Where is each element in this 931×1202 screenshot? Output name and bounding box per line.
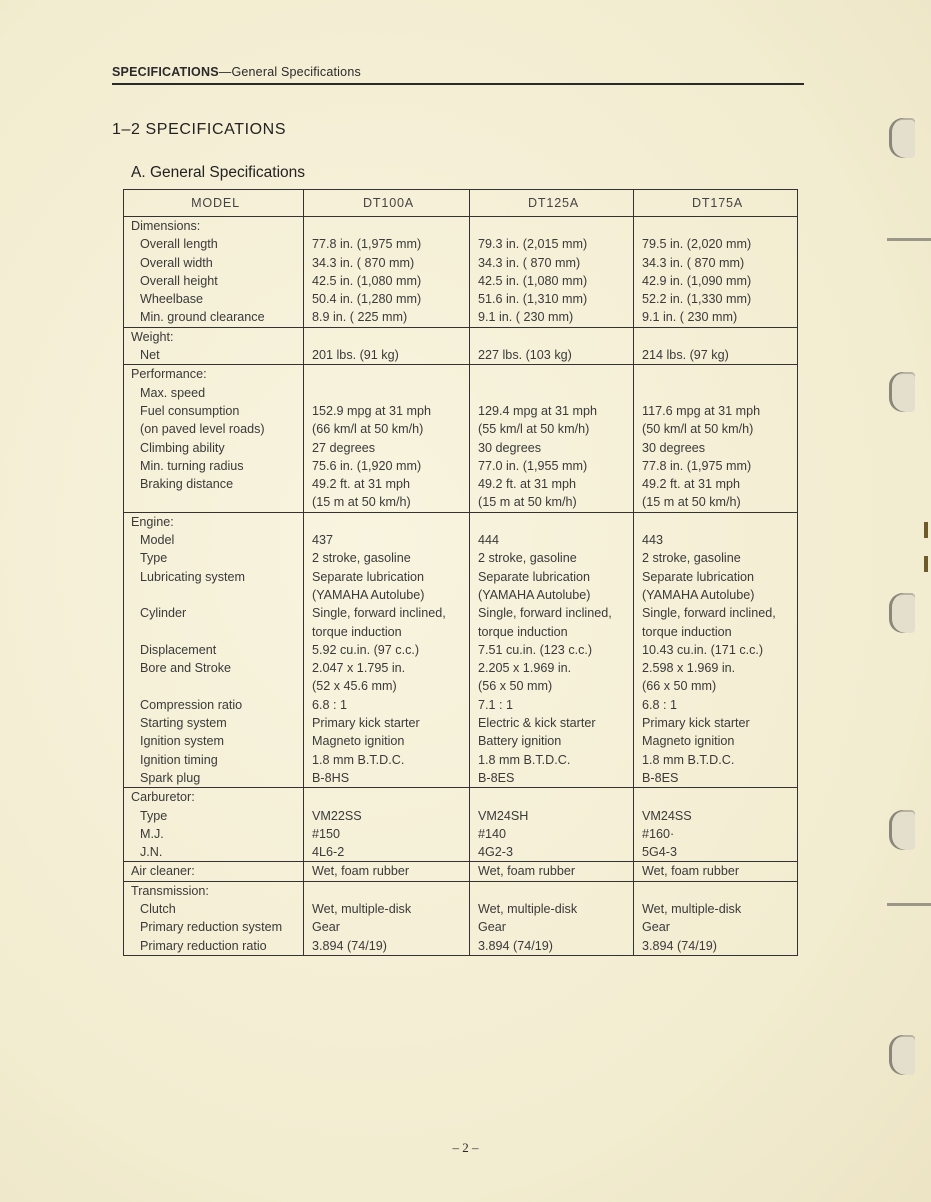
spec-value: 444 — [478, 533, 500, 548]
spec-value: 49.2 ft. at 31 mph — [478, 477, 577, 492]
running-header-bold: SPECIFICATIONS — [112, 65, 219, 79]
spec-value: 117.6 mpg at 31 mph — [642, 403, 761, 418]
spec-value: Gear — [478, 920, 506, 935]
spec-item-label: Bore and Stroke — [140, 661, 232, 676]
spec-item-label: J.N. — [140, 845, 163, 860]
binder-hole-2 — [889, 372, 915, 412]
spec-value: 3.894 (74/19) — [478, 938, 553, 953]
spec-value: 50.4 in. (1,280 mm) — [312, 292, 422, 307]
spec-value: VM24SS — [642, 808, 692, 823]
spec-value-cell — [470, 217, 634, 328]
spec-value-cell — [470, 788, 634, 862]
spec-item-label: Overall length — [140, 237, 218, 252]
running-header — [112, 65, 804, 85]
spec-value-cell — [470, 327, 634, 365]
spec-value: 42.5 in. (1,080 mm) — [478, 273, 588, 288]
spec-value: 2 stroke, gasoline — [478, 551, 577, 566]
spec-value: 2 stroke, gasoline — [312, 551, 411, 566]
spec-item-label: Lubricating system — [140, 569, 245, 584]
spec-value: Magneto ignition — [312, 734, 405, 749]
spec-value: Gear — [312, 920, 340, 935]
spec-value: 51.6 in. (1,310 mm) — [478, 292, 588, 307]
spec-value: (YAMAHA Autolube) — [642, 587, 755, 602]
spec-value: 34.3 in. ( 870 mm) — [642, 255, 745, 270]
spec-item-label — [131, 623, 299, 641]
spec-item-label: Overall width — [140, 255, 213, 270]
spec-value: 6.8 : 1 — [312, 697, 348, 712]
spec-item-label — [131, 586, 299, 604]
column-header-dt125a: DT125A — [470, 190, 634, 217]
spec-label-cell — [124, 862, 304, 881]
spec-value: 1.8 mm B.T.D.C. — [478, 752, 571, 767]
spec-value-cell — [304, 217, 470, 328]
spec-item-label: Model — [140, 533, 175, 548]
spec-value: 52.2 in. (1,330 mm) — [642, 292, 752, 307]
spec-value: (55 km/l at 50 km/h) — [478, 422, 590, 437]
spec-value: #150 — [312, 826, 341, 841]
sub-title: A. General Specifications — [131, 164, 306, 181]
spec-value: 227 lbs. (103 kg) — [478, 348, 572, 363]
spec-value — [312, 384, 465, 402]
spec-value: Single, forward inclined, — [312, 606, 446, 621]
spec-value: 2.205 x 1.969 in. — [478, 661, 572, 676]
spec-value: Wet, foam rubber — [642, 864, 740, 879]
spec-value: 7.51 cu.in. (123 c.c.) — [478, 642, 593, 657]
spec-item-label: Overall height — [140, 273, 218, 288]
spec-value: 6.8 : 1 — [642, 697, 678, 712]
table-body — [124, 217, 798, 956]
spacer-line — [312, 365, 465, 383]
spec-item-label — [131, 493, 299, 511]
spec-value-cell — [634, 327, 798, 365]
spec-value: Wet, foam rubber — [312, 864, 410, 879]
spacer-line — [478, 513, 629, 531]
specifications-table — [123, 189, 798, 956]
spec-value: B-8HS — [312, 770, 350, 785]
spec-value: Gear — [642, 920, 670, 935]
spec-value: (66 x 50 mm) — [642, 679, 717, 694]
spec-item-label: Type — [140, 808, 168, 823]
spec-value: (66 km/l at 50 km/h) — [312, 422, 424, 437]
section-title: 1–2 SPECIFICATIONS — [112, 121, 287, 138]
spec-value-cell — [634, 862, 798, 881]
spec-group-title: Performance: — [131, 367, 207, 382]
spacer-line — [642, 328, 793, 346]
spec-value: (15 m at 50 km/h) — [312, 495, 411, 510]
column-header-model: MODEL — [124, 190, 304, 217]
spec-item-label: Displacement — [140, 642, 217, 657]
spec-group-title: Engine: — [131, 514, 174, 529]
spec-value: 4G2-3 — [478, 845, 514, 860]
spec-value: B-8ES — [478, 770, 515, 785]
spec-value: 79.3 in. (2,015 mm) — [478, 237, 588, 252]
spec-item-label: Fuel consumption — [140, 403, 240, 418]
spec-value-cell — [634, 365, 798, 512]
spec-value-cell — [304, 881, 470, 955]
spec-group-title: Weight: — [131, 329, 174, 344]
spec-value: Wet, multiple-disk — [312, 901, 412, 916]
spec-value: 79.5 in. (2,020 mm) — [642, 237, 752, 252]
spec-value — [478, 384, 629, 402]
spec-value: 7.1 : 1 — [478, 697, 514, 712]
spacer-line — [312, 328, 465, 346]
column-header-dt175a: DT175A — [634, 190, 798, 217]
spec-value: 9.1 in. ( 230 mm) — [642, 310, 738, 325]
edge-mark — [924, 556, 928, 572]
binder-hole-1 — [889, 118, 915, 158]
spacer-line — [312, 217, 465, 235]
tab-divider-mark — [887, 903, 931, 906]
spec-group-row — [124, 512, 798, 787]
spec-item-label: Cylinder — [140, 606, 187, 621]
spacer-line — [312, 788, 465, 806]
spec-value: (YAMAHA Autolube) — [312, 587, 425, 602]
spec-value: 129.4 mpg at 31 mph — [478, 403, 598, 418]
spec-value: (15 m at 50 km/h) — [642, 495, 741, 510]
spec-value-cell — [470, 365, 634, 512]
spec-label-cell — [124, 217, 304, 328]
spec-value-cell — [304, 862, 470, 881]
spec-value: 30 degrees — [478, 440, 542, 455]
spec-value: 42.9 in. (1,090 mm) — [642, 273, 752, 288]
spec-item-label: Ignition system — [140, 734, 224, 749]
spec-item-label: Primary reduction ratio — [140, 938, 267, 953]
table-header-row — [124, 190, 798, 217]
binder-hole-3 — [889, 593, 915, 633]
spec-value: VM22SS — [312, 808, 362, 823]
spec-label-cell — [124, 365, 304, 512]
spec-group-row — [124, 365, 798, 512]
spec-value: torque induction — [478, 624, 568, 639]
spec-value: torque induction — [312, 624, 402, 639]
spec-value-cell — [634, 512, 798, 787]
spec-value-cell — [304, 365, 470, 512]
spec-value: B-8ES — [642, 770, 679, 785]
tab-divider-mark — [887, 238, 931, 241]
spec-value: Single, forward inclined, — [642, 606, 776, 621]
spec-value-cell — [634, 217, 798, 328]
spacer-line — [478, 882, 629, 900]
spec-value: Primary kick starter — [312, 716, 420, 731]
spec-item-label: Type — [140, 551, 168, 566]
spec-value-cell — [634, 881, 798, 955]
spec-value: (50 km/l at 50 km/h) — [642, 422, 754, 437]
binder-hole-5 — [889, 1035, 915, 1075]
spec-item-label: Spark plug — [140, 770, 201, 785]
spec-value: (15 m at 50 km/h) — [478, 495, 577, 510]
spacer-line — [642, 217, 793, 235]
spec-value: 49.2 ft. at 31 mph — [642, 477, 741, 492]
spec-item-label: (on paved level roads) — [140, 422, 265, 437]
spec-value — [642, 384, 793, 402]
spec-value: Wet, multiple-disk — [478, 901, 578, 916]
spec-value: Battery ignition — [478, 734, 562, 749]
spec-item-label: Primary reduction system — [140, 920, 283, 935]
spec-value-cell — [304, 512, 470, 787]
spacer-line — [642, 882, 793, 900]
spec-value: 2.047 x 1.795 in. — [312, 661, 406, 676]
column-header-dt100a: DT100A — [304, 190, 470, 217]
spec-item-label: Net — [140, 348, 160, 363]
spec-item-label: Min. ground clearance — [140, 310, 265, 325]
spec-value: 2.598 x 1.969 in. — [642, 661, 736, 676]
spec-item-label — [131, 677, 299, 695]
spec-item-label: Braking distance — [140, 477, 234, 492]
spec-value: 42.5 in. (1,080 mm) — [312, 273, 422, 288]
spec-value: VM24SH — [478, 808, 529, 823]
spec-value: torque induction — [642, 624, 732, 639]
edge-mark — [924, 522, 928, 538]
spec-value: 3.894 (74/19) — [312, 938, 387, 953]
spec-label-cell — [124, 881, 304, 955]
spec-value: (56 x 50 mm) — [478, 679, 553, 694]
spec-value-cell — [634, 788, 798, 862]
spec-value: 437 — [312, 533, 334, 548]
spec-value: Separate lubrication — [312, 569, 425, 584]
spec-value: 8.9 in. ( 225 mm) — [312, 310, 408, 325]
spec-value: 1.8 mm B.T.D.C. — [312, 752, 405, 767]
spec-value: 27 degrees — [312, 440, 376, 455]
spec-value: #140 — [478, 826, 507, 841]
spec-value: Single, forward inclined, — [478, 606, 612, 621]
page-number: – 2 – — [452, 1140, 479, 1155]
spec-value: 5G4-3 — [642, 845, 678, 860]
spacer-line — [478, 217, 629, 235]
spec-value: 1.8 mm B.T.D.C. — [642, 752, 735, 767]
spec-item-label: Air cleaner: — [131, 864, 195, 879]
spacer-line — [312, 882, 465, 900]
spacer-line — [642, 513, 793, 531]
spec-value-cell — [470, 881, 634, 955]
spec-item-label: Wheelbase — [140, 292, 204, 307]
spec-label-cell — [124, 512, 304, 787]
spec-value: 34.3 in. ( 870 mm) — [478, 255, 581, 270]
spacer-line — [478, 788, 629, 806]
spec-value: 30 degrees — [642, 440, 706, 455]
spec-item-label: Compression ratio — [140, 697, 243, 712]
spec-value: 49.2 ft. at 31 mph — [312, 477, 411, 492]
spec-item-label: Clutch — [140, 901, 176, 916]
spec-value: 2 stroke, gasoline — [642, 551, 741, 566]
spec-value: 34.3 in. ( 870 mm) — [312, 255, 415, 270]
spec-value: 5.92 cu.in. (97 c.c.) — [312, 642, 420, 657]
spec-group-row — [124, 881, 798, 955]
spec-value: 443 — [642, 533, 664, 548]
spec-value: Wet, foam rubber — [478, 864, 576, 879]
spec-group-row — [124, 217, 798, 328]
spec-group-row — [124, 788, 798, 862]
spec-group-row — [124, 327, 798, 365]
spacer-line — [478, 365, 629, 383]
spec-value: Wet, multiple-disk — [642, 901, 742, 916]
spec-item-label: M.J. — [140, 826, 164, 841]
spec-label-cell — [124, 788, 304, 862]
spec-value: Separate lubrication — [478, 569, 591, 584]
spacer-line — [642, 788, 793, 806]
spacer-line — [312, 513, 465, 531]
spec-value: Separate lubrication — [642, 569, 755, 584]
spec-value: 9.1 in. ( 230 mm) — [478, 310, 574, 325]
spec-value: Electric & kick starter — [478, 716, 596, 731]
spec-value: 3.894 (74/19) — [642, 938, 717, 953]
spec-group-row — [124, 862, 798, 881]
running-header-rest: —General Specifications — [218, 65, 361, 79]
spacer-line — [478, 328, 629, 346]
spec-value: 201 lbs. (91 kg) — [312, 348, 399, 363]
spec-value: 10.43 cu.in. (171 c.c.) — [642, 642, 764, 657]
spec-value: (52 x 45.6 mm) — [312, 679, 397, 694]
spec-item-label: Climbing ability — [140, 440, 225, 455]
spec-value: 152.9 mpg at 31 mph — [312, 403, 432, 418]
spec-value: 75.6 in. (1,920 mm) — [312, 458, 422, 473]
spec-value-cell — [304, 788, 470, 862]
binder-hole-4 — [889, 810, 915, 850]
spec-value-cell — [470, 862, 634, 881]
spec-value: 214 lbs. (97 kg) — [642, 348, 729, 363]
spec-value-cell — [304, 327, 470, 365]
spec-group-title: Carburetor: — [131, 790, 195, 805]
spec-item-label: Ignition timing — [140, 752, 218, 767]
spec-item-label: Starting system — [140, 716, 227, 731]
spec-value: 77.8 in. (1,975 mm) — [642, 458, 752, 473]
spec-value: 4L6-2 — [312, 845, 345, 860]
spec-value: #160· — [642, 826, 675, 841]
spec-group-title: Transmission: — [131, 883, 209, 898]
spec-value: Magneto ignition — [642, 734, 735, 749]
spec-value: Primary kick starter — [642, 716, 750, 731]
spacer-line — [642, 365, 793, 383]
spec-value: (YAMAHA Autolube) — [478, 587, 591, 602]
spec-value: 77.0 in. (1,955 mm) — [478, 458, 588, 473]
spec-group-title: Dimensions: — [131, 219, 201, 233]
spec-value-cell — [470, 512, 634, 787]
spec-item-label: Max. speed — [140, 385, 206, 400]
spec-label-cell — [124, 327, 304, 365]
spec-value: 77.8 in. (1,975 mm) — [312, 237, 422, 252]
spec-item-label: Min. turning radius — [140, 458, 244, 473]
